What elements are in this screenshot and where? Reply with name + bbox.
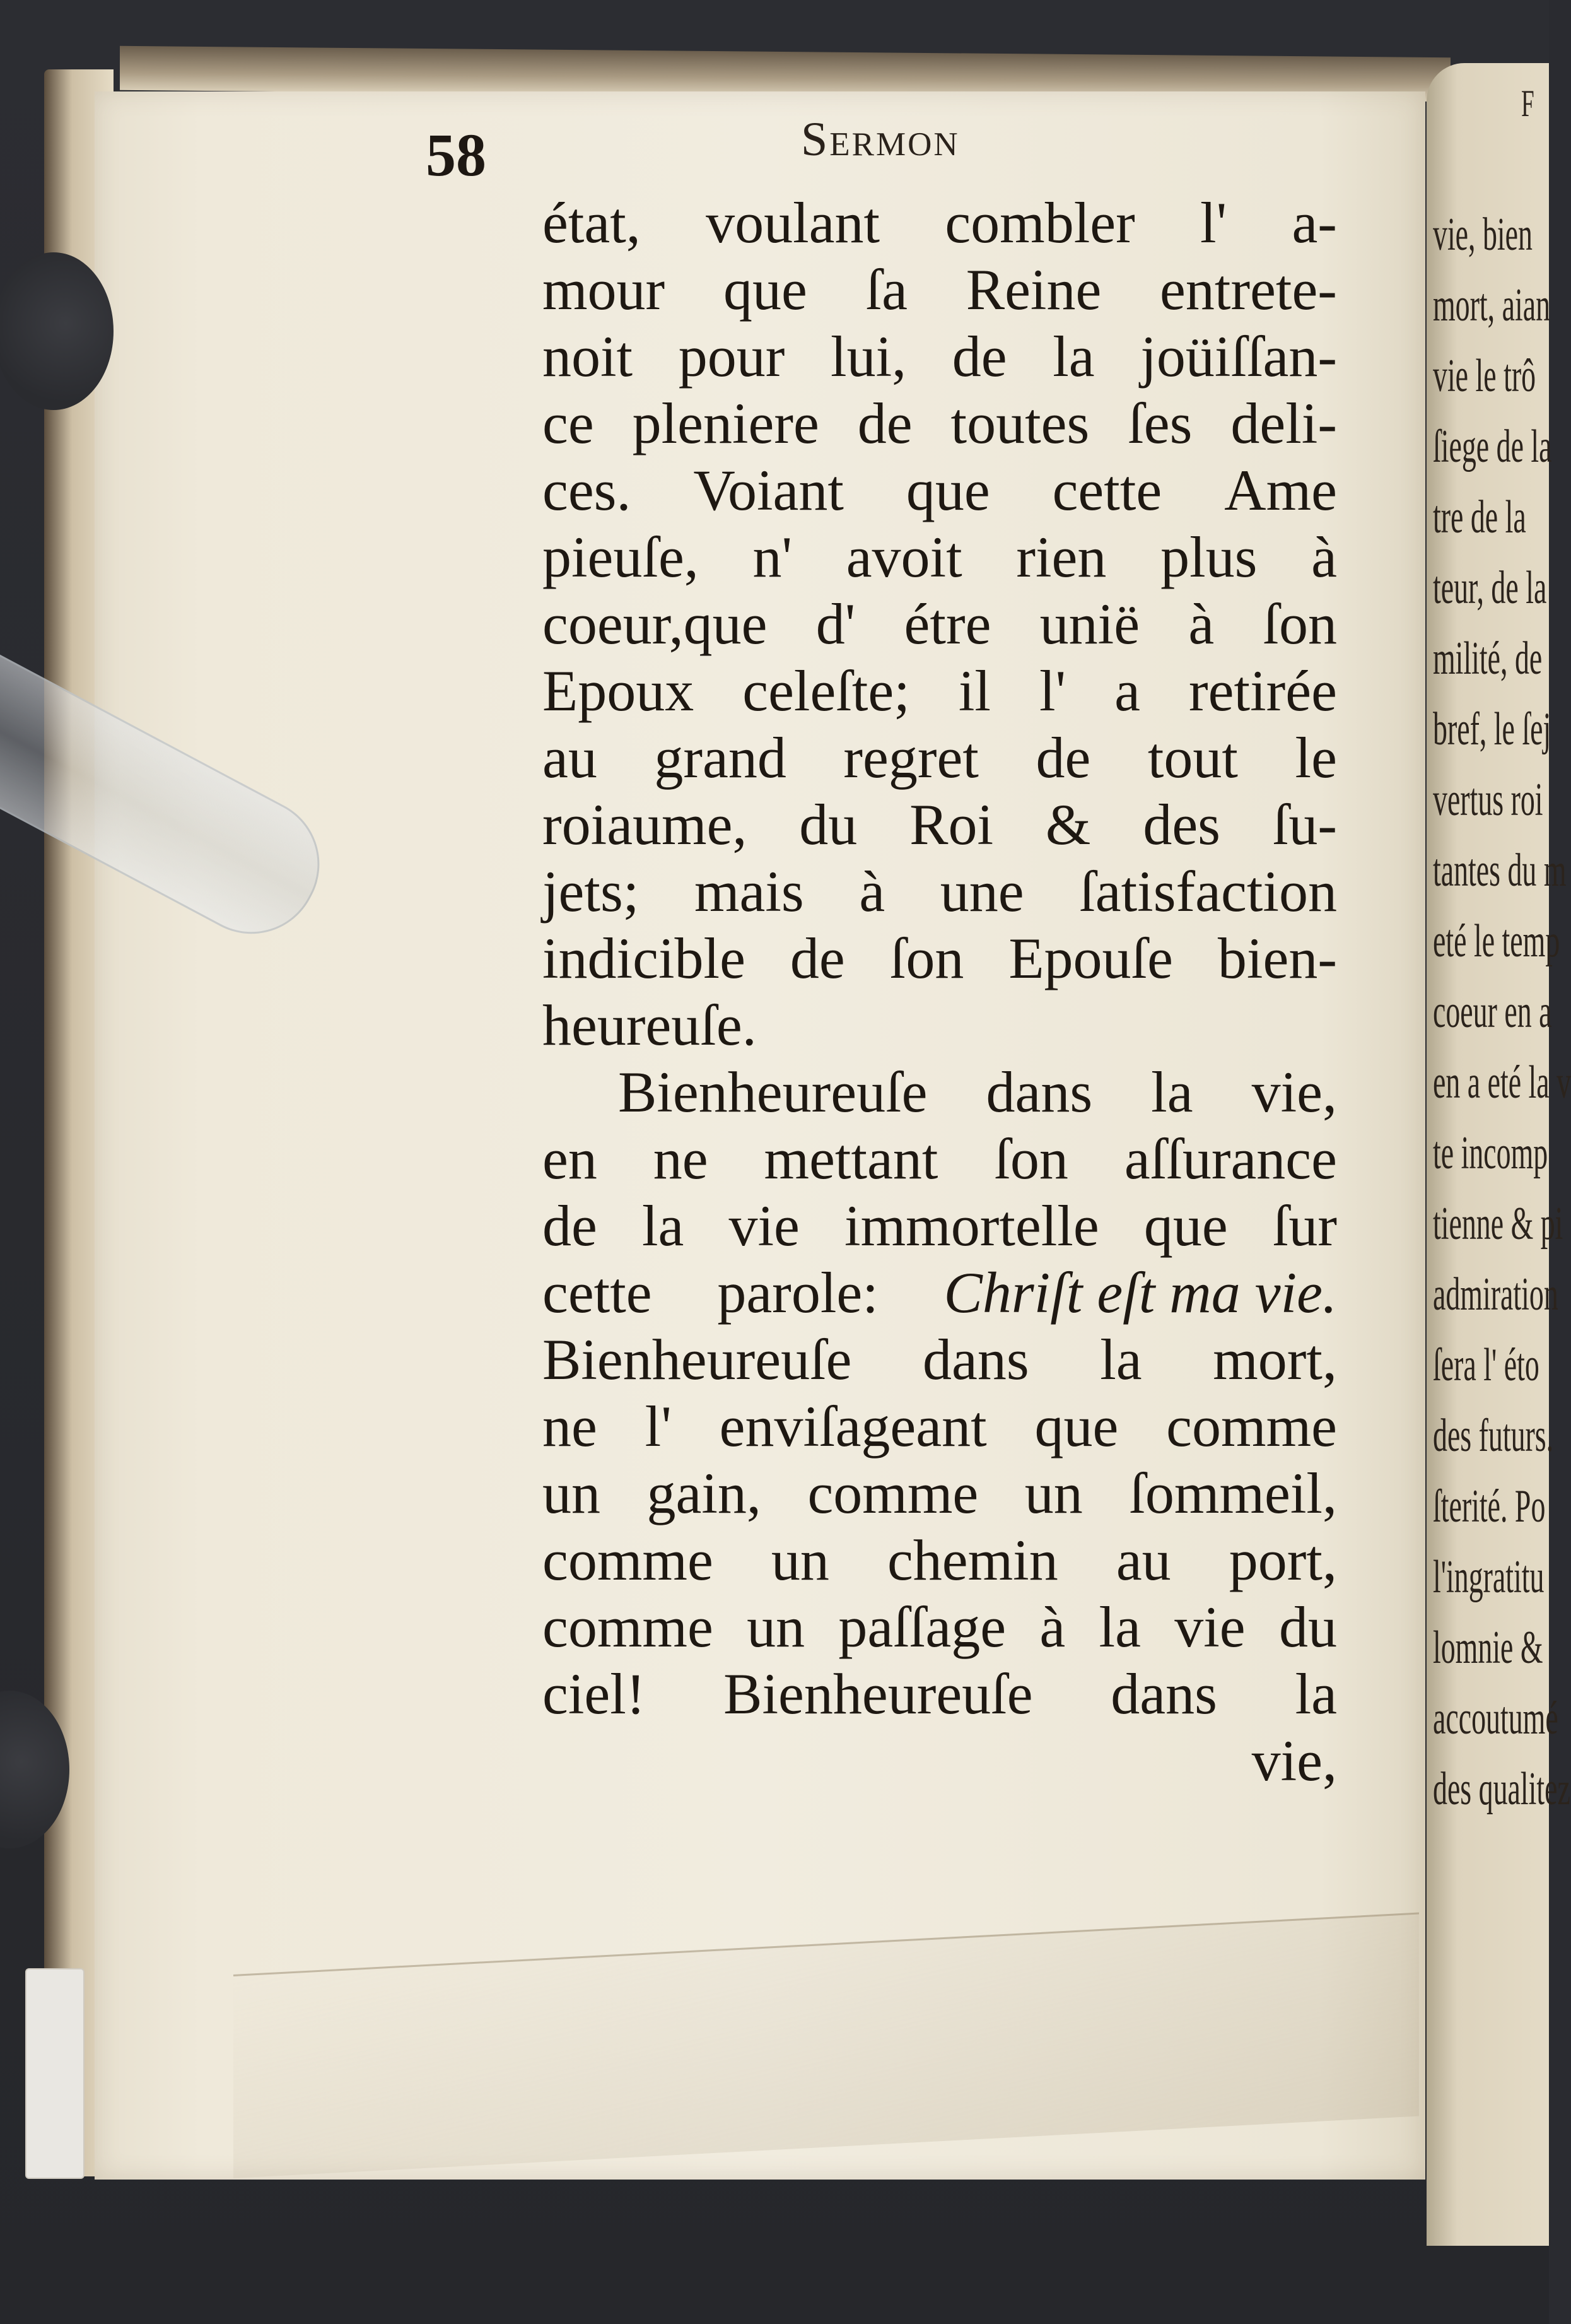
text-line: coeur,que d' étre unië à ſon (542, 592, 1337, 656)
facing-page-line: mort, aian (1433, 279, 1551, 331)
text-line: au grand regret de tout le (542, 725, 1337, 790)
facing-page-line: vie le trô (1433, 350, 1536, 402)
facing-page-line: teur, de la (1433, 562, 1547, 614)
text-line: de la vie immortelle que ſur (542, 1194, 1337, 1258)
text-line: en ne mettant ſon aſſurance (542, 1127, 1337, 1191)
text-line: état, voulant combler l' a- (542, 191, 1337, 255)
facing-page-line: lomnie & (1433, 1622, 1543, 1674)
facing-page-line: des qualitez (1433, 1763, 1570, 1815)
facing-page-line: l'ingratitu (1433, 1551, 1545, 1603)
facing-page-line: vertus roi (1433, 774, 1543, 826)
facing-page (1427, 63, 1571, 2246)
facing-page-line: admiration (1433, 1269, 1558, 1320)
page-number: 58 (426, 121, 486, 189)
facing-page-line: eté le temp (1433, 915, 1560, 967)
facing-page-line: accoutumé (1433, 1693, 1558, 1744)
body-text (542, 189, 1337, 1794)
facing-page-line: te incomp (1433, 1127, 1548, 1179)
text-line: mour que ſa Reine entrete- (542, 257, 1337, 322)
facing-page-line: coeur en a (1433, 986, 1552, 1038)
text-line: Epoux celeſte; il l' a retirée (542, 659, 1337, 723)
text-line: Bienheureuſe dans la mort, (542, 1327, 1337, 1392)
text-line: comme un chemin au port, (542, 1528, 1337, 1592)
text-line: indicible de ſon Epouſe bien- (542, 926, 1337, 990)
text-line: ce pleniere de toutes ſes deli- (542, 391, 1337, 455)
facing-page-line: tantes du m (1433, 845, 1567, 896)
text-line: jets; mais à une ſatisfaction (542, 859, 1337, 924)
facing-page-line: ſterité. Po (1433, 1481, 1546, 1532)
text-line: roiaume, du Roi & des ſu- (542, 792, 1337, 857)
text-line: cette parole: Chriſt eſt ma vie. (542, 1260, 1337, 1325)
text-line: comme un paſſage à la vie du (542, 1595, 1337, 1659)
facing-page-line: milité, de (1433, 633, 1543, 684)
facing-page-line: ſera l' éto (1433, 1339, 1539, 1391)
facing-page-head: F (1521, 83, 1534, 124)
text-line: noit pour lui, de la joüiſſan- (542, 324, 1337, 389)
text-line: Bienheureuſe dans la vie, (618, 1060, 1337, 1124)
facing-page-line: bref, le ſej (1433, 703, 1551, 755)
text-line: heureuſe. (542, 993, 757, 1057)
facing-page-line: tre de la (1433, 491, 1526, 543)
facing-page-line: en a eté la v (1433, 1057, 1571, 1108)
facing-page-line: tienne & pi (1433, 1198, 1563, 1250)
page-tab (25, 1968, 85, 2179)
facing-page-line: des futurs. (1433, 1410, 1554, 1462)
text-line: ces. Voiant que cette Ame (542, 458, 1337, 522)
facing-page-line: vie, bien (1433, 209, 1533, 261)
text-line: un gain, comme un ſommeil, (542, 1461, 1337, 1525)
text-line: pieuſe, n' avoit rien plus à (542, 525, 1337, 589)
facing-page-line: ſiege de la (1433, 421, 1552, 472)
text-line: ne l' enviſageant que comme (542, 1394, 1337, 1458)
running-head: Sermon (801, 113, 960, 166)
text-line: vie, (1251, 1728, 1337, 1793)
text-line: ciel! Bienheureuſe dans la (542, 1662, 1337, 1726)
